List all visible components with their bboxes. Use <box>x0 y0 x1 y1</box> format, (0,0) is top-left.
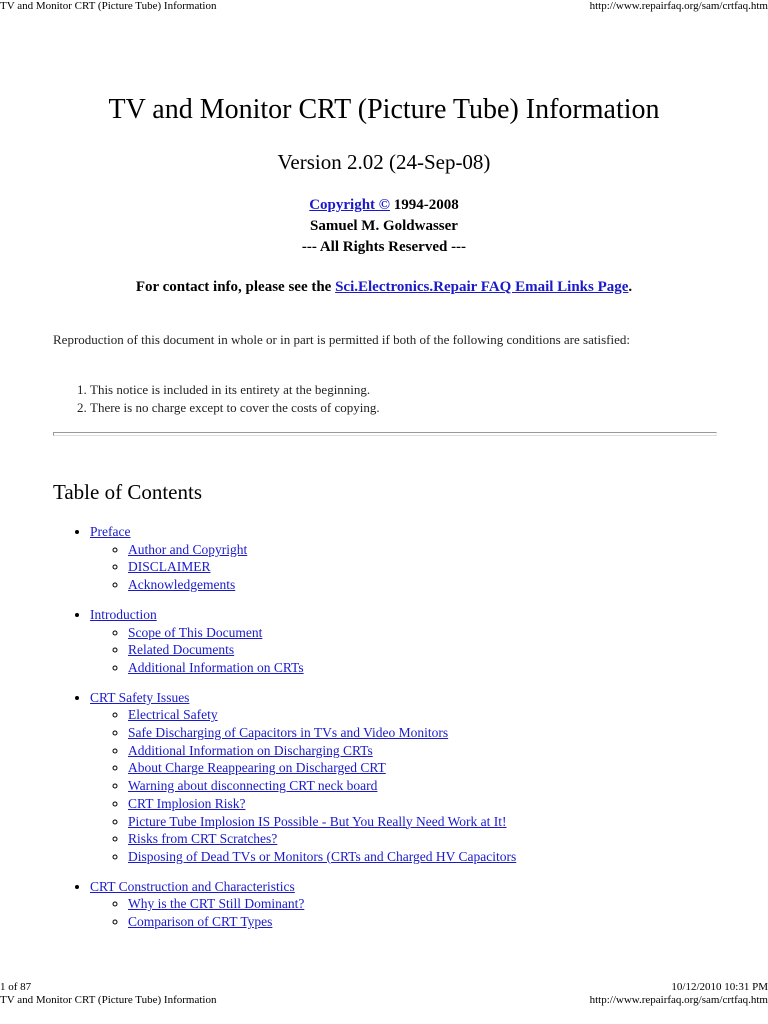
toc-link[interactable]: Risks from CRT Scratches? <box>128 831 278 847</box>
toc-subitem <box>128 813 733 831</box>
toc-subitem <box>128 795 733 813</box>
toc-link[interactable]: About Charge Reappearing on Discharged CRT <box>128 760 386 776</box>
toc-link[interactable]: Why is the CRT Still Dominant? <box>128 896 305 912</box>
toc-subitem <box>128 724 733 742</box>
toc-link-introduction[interactable]: Introduction <box>90 606 157 622</box>
print-footer-datetime: 10/12/2010 10:31 PM <box>671 981 768 993</box>
toc-link[interactable]: Author and Copyright <box>128 541 248 557</box>
print-footer-url: http://www.repairfaq.org/sam/crtfaq.htm <box>589 994 768 1006</box>
toc-subitem <box>128 624 733 642</box>
toc-link-crt-construction[interactable]: CRT Construction and Characteristics <box>90 878 295 894</box>
copyright-author: Samuel M. Goldwasser <box>310 218 458 234</box>
conditions-list <box>53 381 380 417</box>
contact-line <box>0 277 768 298</box>
toc-link[interactable]: Comparison of CRT Types <box>128 914 273 930</box>
print-footer-page: 1 of 87 <box>0 981 32 993</box>
toc-subitem <box>128 759 733 777</box>
toc-item <box>90 689 733 866</box>
toc-item <box>90 523 733 594</box>
toc-link[interactable]: Safe Discharging of Capacitors in TVs and Video Monitors <box>128 725 449 741</box>
horizontal-rule <box>53 432 717 436</box>
copyright-years: 1994-2008 <box>390 197 459 213</box>
toc-link-preface[interactable]: Preface <box>90 524 131 539</box>
toc-subitem <box>128 848 733 866</box>
toc-link[interactable]: Disposing of Dead TVs or Monitors (CRTs and Charged HV Capacitors <box>128 848 517 864</box>
toc-subitem <box>128 777 733 795</box>
toc-link[interactable]: Acknowledgements <box>128 577 236 593</box>
toc-section-safety <box>53 689 733 866</box>
toc-heading: Table of Contents <box>53 480 202 504</box>
toc-link[interactable]: Picture Tube Implosion IS Possible - But You Really Need Work at It! <box>128 813 507 829</box>
copyright-line <box>0 195 768 216</box>
version-line: Version 2.02 (24-Sep-08) <box>277 150 491 174</box>
toc-section-preface <box>53 523 733 594</box>
toc-subitem <box>128 913 733 931</box>
copyright-link[interactable]: Copyright © <box>309 197 391 213</box>
toc-subitem <box>128 558 733 576</box>
toc-link[interactable]: Scope of This Document <box>128 624 263 640</box>
toc-link[interactable]: Warning about disconnecting CRT neck board <box>128 778 378 794</box>
print-header-url: http://www.repairfaq.org/sam/crtfaq.htm <box>589 0 768 12</box>
toc-subitem <box>128 742 733 760</box>
copyright-block <box>0 195 768 258</box>
toc-item <box>90 606 733 677</box>
table-of-contents <box>53 523 733 943</box>
toc-link[interactable]: Additional Information on CRTs <box>128 659 304 675</box>
reproduction-notice: Reproduction of this document in whole or in part is permitted if both of the following conditions are satisfied: <box>53 332 630 347</box>
toc-subitem <box>128 830 733 848</box>
page-title: TV and Monitor CRT (Picture Tube) Information <box>108 94 660 125</box>
condition-item: 2. There is no charge except to cover the costs of copying. <box>90 399 380 417</box>
toc-section-introduction <box>53 606 733 677</box>
condition-item: 1. This notice is included in its entirety at the beginning. <box>90 381 380 399</box>
toc-link[interactable]: DISCLAIMER <box>128 559 211 575</box>
toc-item <box>90 878 733 931</box>
toc-link[interactable]: Additional Information on Discharging CRTs <box>128 742 373 758</box>
copyright-rights: --- All Rights Reserved --- <box>301 239 467 255</box>
toc-subitem <box>128 706 733 724</box>
toc-subitem <box>128 541 733 559</box>
toc-link[interactable]: Electrical Safety <box>128 707 218 723</box>
toc-link[interactable]: CRT Implosion Risk? <box>128 795 246 811</box>
toc-subitem <box>128 895 733 913</box>
toc-subitem <box>128 659 733 677</box>
email-links-page-link[interactable]: Sci.Electronics.Repair FAQ Email Links Page <box>335 279 629 295</box>
contact-prefix: For contact info, please see the <box>135 279 336 295</box>
toc-link-crt-safety-issues[interactable]: CRT Safety Issues <box>90 689 190 705</box>
print-header-title: TV and Monitor CRT (Picture Tube) Information <box>0 0 217 12</box>
toc-subitem <box>128 576 733 594</box>
toc-section-construction <box>53 878 733 931</box>
contact-suffix: . <box>628 279 633 295</box>
toc-link[interactable]: Related Documents <box>128 642 235 658</box>
toc-subitem <box>128 641 733 659</box>
print-footer-title: TV and Monitor CRT (Picture Tube) Information <box>0 994 217 1006</box>
